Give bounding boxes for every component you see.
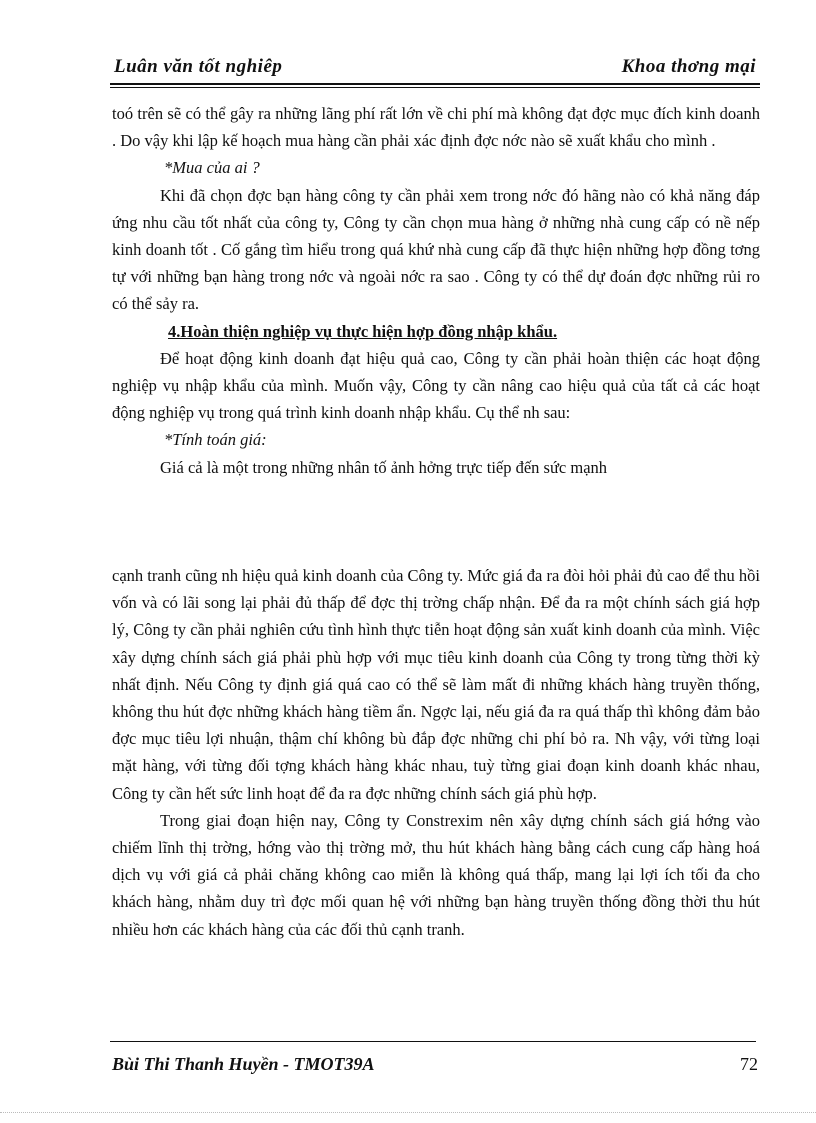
paragraph-4-continued: cạnh tranh cũng nh hiệu quả kinh doanh của Công ty. Mức giá đa ra đòi hỏi phải đủ cao để thu hồi vốn và có lãi song lại phải đủ thấp để đợc thị trờng chấp nhận. Để đa ra một chính sách giá hợp lý, Công ty cần phải nghiên cứu tình hình thực tiễn hoạt động sản xuất kinh doanh của mình. Việc xây dựng chính sách giá phải phù hợp với mục tiêu kinh doanh của Công ty trong từng thời kỳ nhất định. Nếu Công ty định giá quá cao có thể sẽ làm mất đi những khách hàng truyền thống, không thu hút đợc những khách hàng tiềm ẩn. Ngợc lại, nếu giá đa ra quá thấp thì không đảm bảo đợc mục tiêu lợi nhuận, thậm chí không bù đắp đợc những chi phí bỏ ra. Nh vậy, với từng loại mặt hàng, với từng đối tợng khách hàng khác nhau, tuỳ từng giai đoạn kinh doanh khác nhau, Công ty cần hết sức linh hoạt để đa ra đợc những chính sách giá phù hợp. — [112, 566, 761, 803]
paragraph-4-start: Giá cả là một trong những nhân tố ảnh hởng trực tiếp đến sức mạnh — [160, 457, 608, 477]
page-header — [110, 50, 760, 82]
page-number: 72 — [740, 1054, 758, 1074]
section-heading: 4.Hoàn thiện nghiệp vụ thực hiện hợp đồng nhập khẩu. — [168, 321, 558, 341]
header-rule-thick — [110, 83, 760, 85]
subheading-tinh-toan-gia: *Tính toán giá: — [164, 430, 267, 450]
header-rule-thin — [110, 87, 760, 88]
header-faculty: Khoa thơng mại — [621, 56, 756, 77]
header-thesis-title: Luân văn tốt nghiêp — [114, 56, 283, 77]
footer-author: Bùi Thi Thanh Huyền - TMOT39A — [112, 1054, 375, 1074]
paragraph-2: Khi đã chọn đợc bạn hàng công ty cần phải xem trong nớc đó hãng nào có khả năng đáp ứng nhu cầu tốt nhất của công ty, Công ty cần chọn mua hàng ở những nhà cung cấp có nề nếp kinh doanh tốt . Cố gắng tìm hiểu trong quá khứ nhà cung cấp đã thực hiện những hợp đồng tơng tự với những bạn hàng trong nớc và ngoài nớc ra sao . Công ty có thể dự đoán đợc những rủi ro có thể sảy ra. — [112, 185, 760, 314]
paragraph-5: Trong giai đoạn hiện nay, Công ty Constrexim nên xây dựng chính sách giá hớng vào chiếm lĩnh thị trờng, hớng vào thị trờng mở, thu hút khách hàng bằng cách cung cấp hàng hoá dịch vụ với giá cả phải chăng không cao miễn là không quá thấp, mang lại lợi ích tối đa cho khách hàng, nhằm duy trì đợc mối quan hệ với những bạn hàng truyền thống đồng thời thu hút nhiều hơn các khách hàng của các đối thủ cạnh tranh. — [112, 810, 760, 939]
body-section-1 — [112, 100, 760, 481]
body-section-2 — [112, 562, 760, 943]
paragraph-1: toó trên sẽ có thể gây ra những lãng phí rất lớn về chi phí mà không đạt đợc mục đích kinh doanh . Do vậy khi lập kế hoạch mua hàng cần phải xác định đợc nớc nào sẽ xuất khẩu cho mình . — [112, 104, 760, 151]
paragraph-3: Để hoạt động kinh doanh đạt hiệu quả cao, Công ty cần phải hoàn thiện các hoạt động nghiệp vụ nhập khẩu của mình. Muốn vậy, Công ty cần nâng cao hiệu quả của tất cả các hoạt động nghiệp vụ trong quá trình kinh doanh nhập khẩu. Cụ thể nh sau: — [112, 348, 760, 423]
footer-rule — [110, 1041, 756, 1042]
page-edge-dotted — [0, 1112, 816, 1113]
subheading-mua-cua-ai: *Mua của ai ? — [164, 158, 260, 178]
